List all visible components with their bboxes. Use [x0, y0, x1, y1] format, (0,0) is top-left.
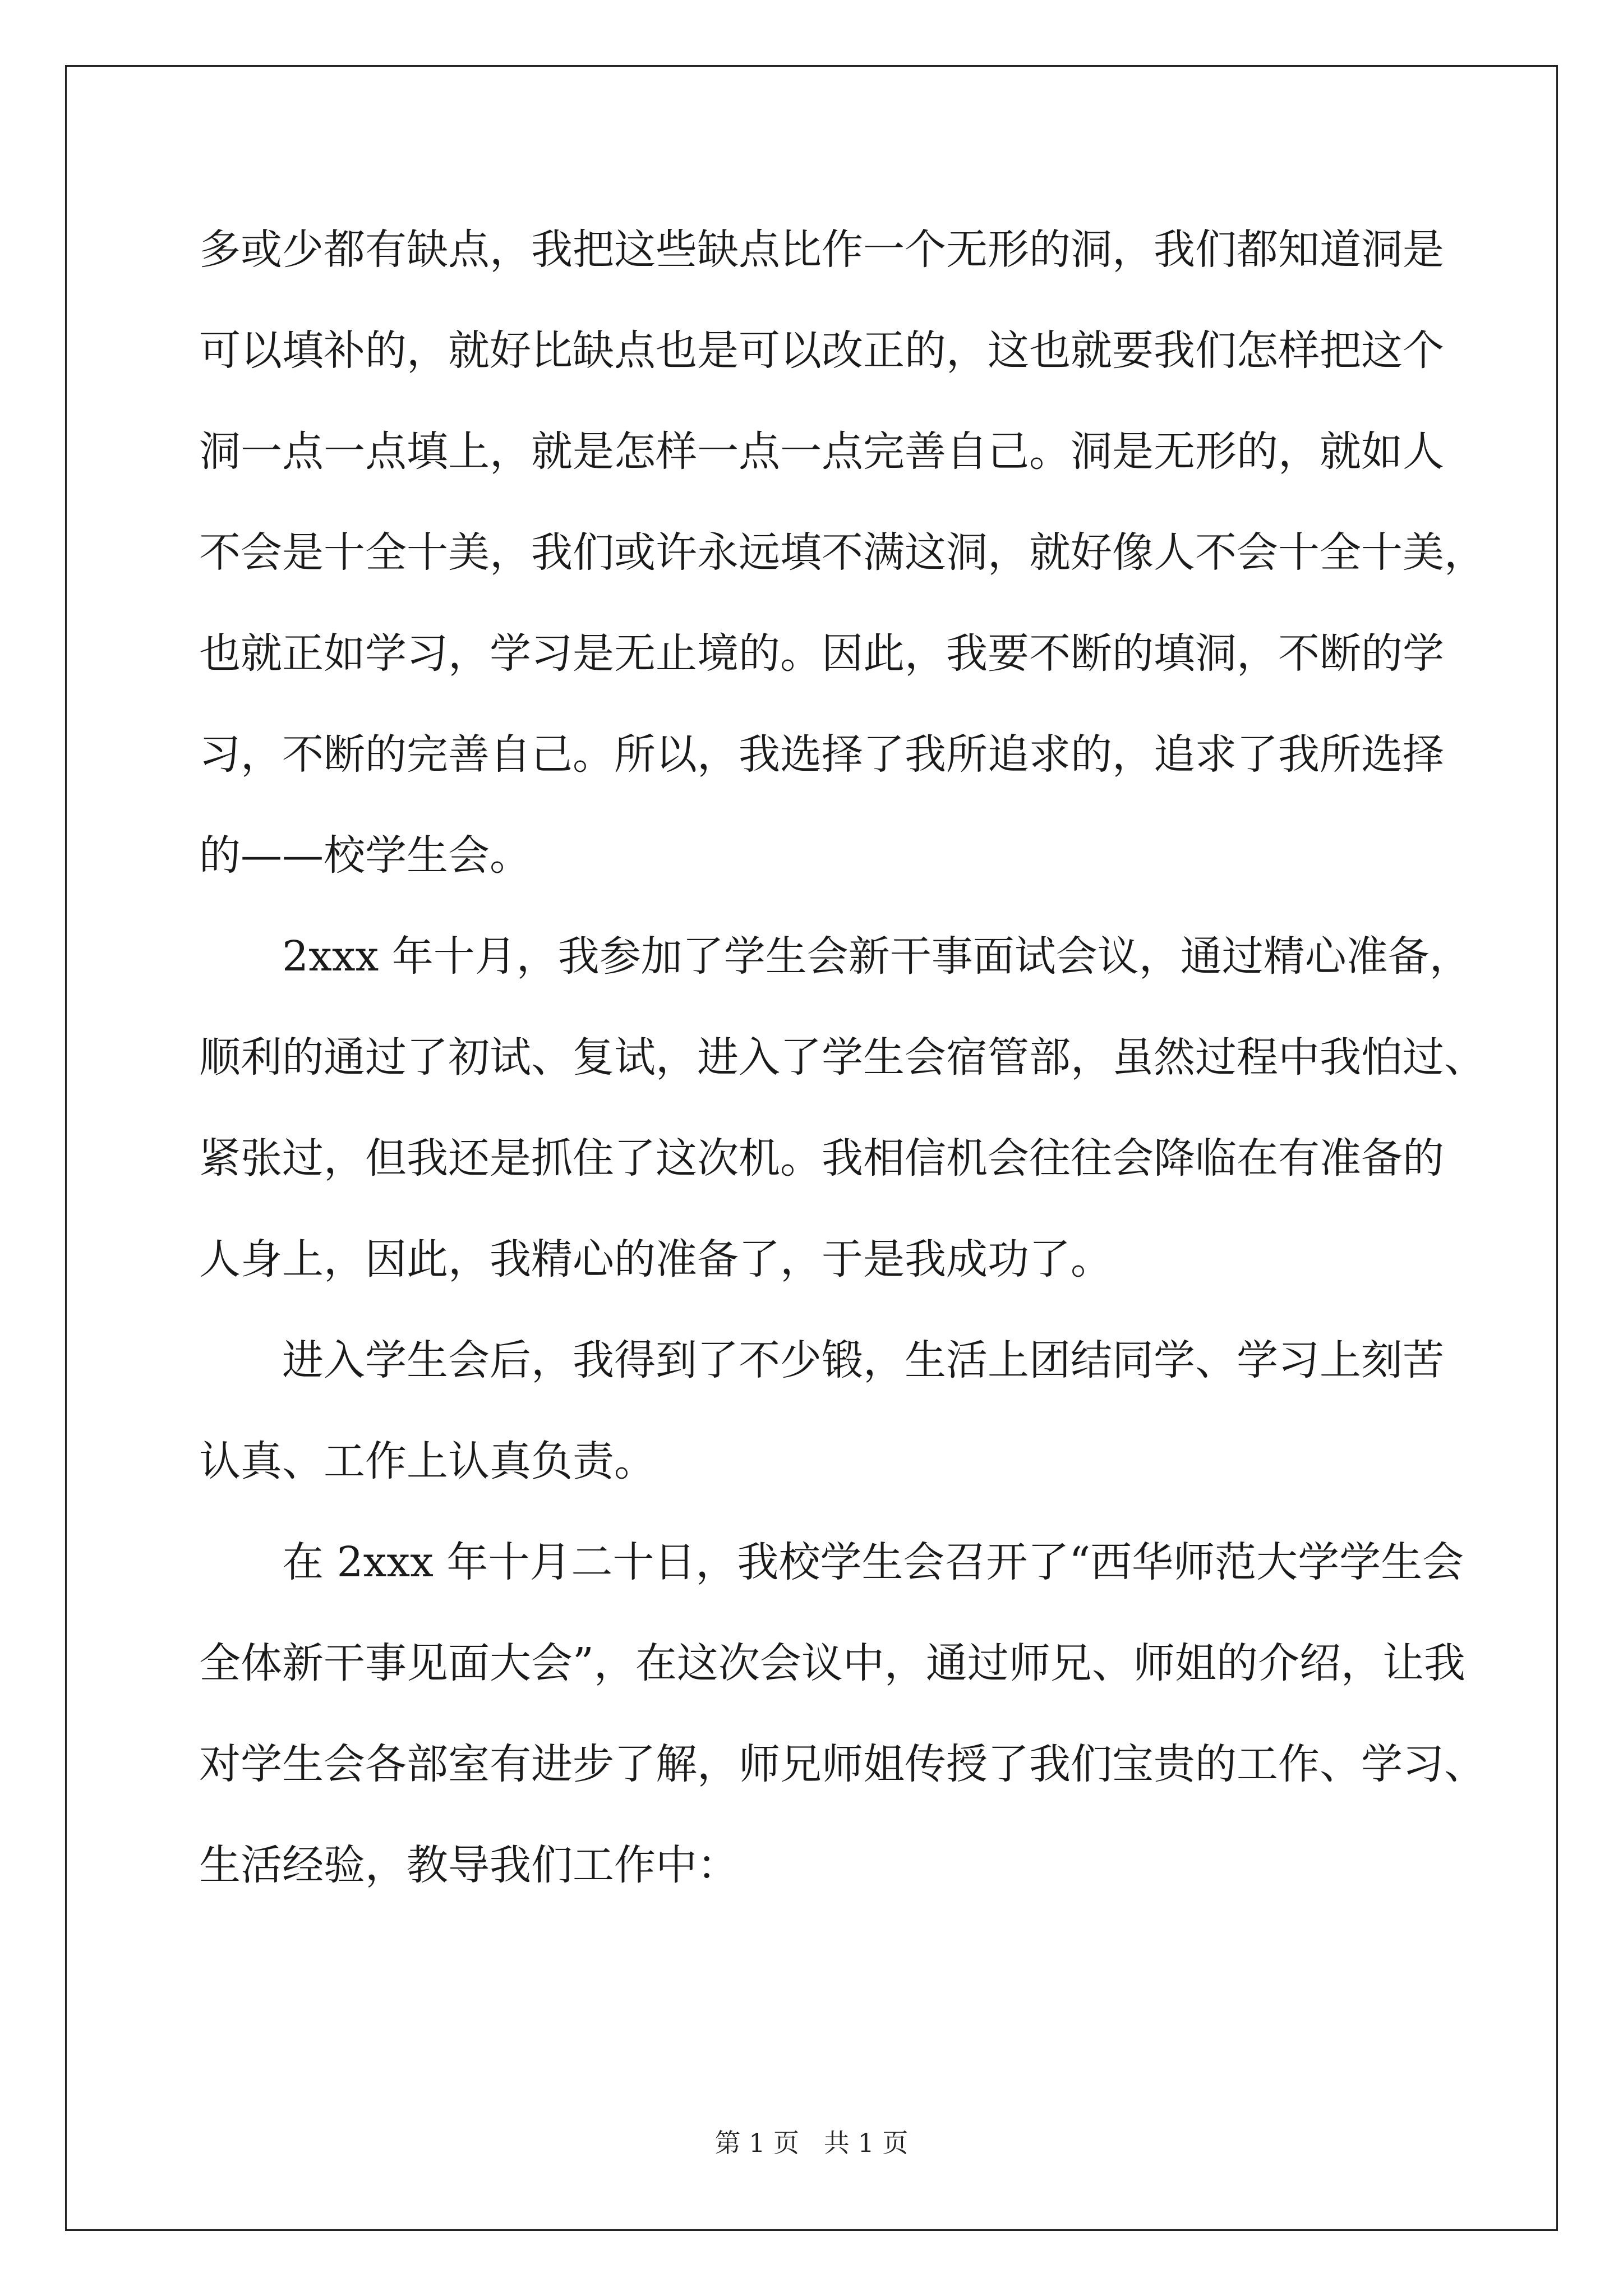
text-line: 多或少都有缺点，我把这些缺点比作一个无形的洞，我们都知道洞是: [199, 226, 1444, 274]
text-line: 人身上，因此，我精心的准备了，于是我成功了。: [199, 1235, 1112, 1283]
paragraph-start-line: 2xxx 年十月，我参加了学生会新干事面试会议，通过精心准备，: [282, 932, 1471, 981]
text-line: 可以填补的，就好比缺点也是可以改正的，这也就要我们怎样把这个: [199, 326, 1444, 375]
text-line: 顺利的通过了初试、复试，进入了学生会宿管部，虽然过程中我怕过、: [199, 1033, 1486, 1082]
text-line: 生活经验，教导我们工作中：: [199, 1841, 739, 1889]
paragraph-start-line: 进入学生会后，我得到了不少锻，生活上团结同学、学习上刻苦: [282, 1336, 1444, 1384]
text-line: 紧张过，但我还是抓住了这次机。我相信机会往往会降临在有准备的: [199, 1134, 1444, 1182]
text-line: 不会是十全十美，我们或许永远填不满这洞，就好像人不会十全十美，: [199, 528, 1486, 577]
text-line: 习，不断的完善自己。所以，我选择了我所追求的，追求了我所选择: [199, 730, 1444, 779]
document-body: [199, 216, 1486, 1932]
text-line: 对学生会各部室有进步了解，师兄师姐传授了我们宝贵的工作、学习、: [199, 1740, 1486, 1788]
page-footer: 第 1 页 共 1 页: [714, 2128, 909, 2158]
text-line: 洞一点一点填上，就是怎样一点一点完善自己。洞是无形的，就如人: [199, 427, 1444, 476]
text-line: 全体新干事见面大会”，在这次会议中，通过师兄、师姐的介绍，让我: [199, 1639, 1465, 1687]
paragraph-start-line: 在 2xxx 年十月二十日，我校学生会召开了“西华师范大学学生会: [282, 1538, 1464, 1586]
text-line: 的——校学生会。: [199, 831, 531, 880]
text-line: 也就正如学习，学习是无止境的。因此，我要不断的填洞，不断的学: [199, 629, 1444, 678]
text-line: 认真、工作上认真负责。: [199, 1437, 656, 1485]
